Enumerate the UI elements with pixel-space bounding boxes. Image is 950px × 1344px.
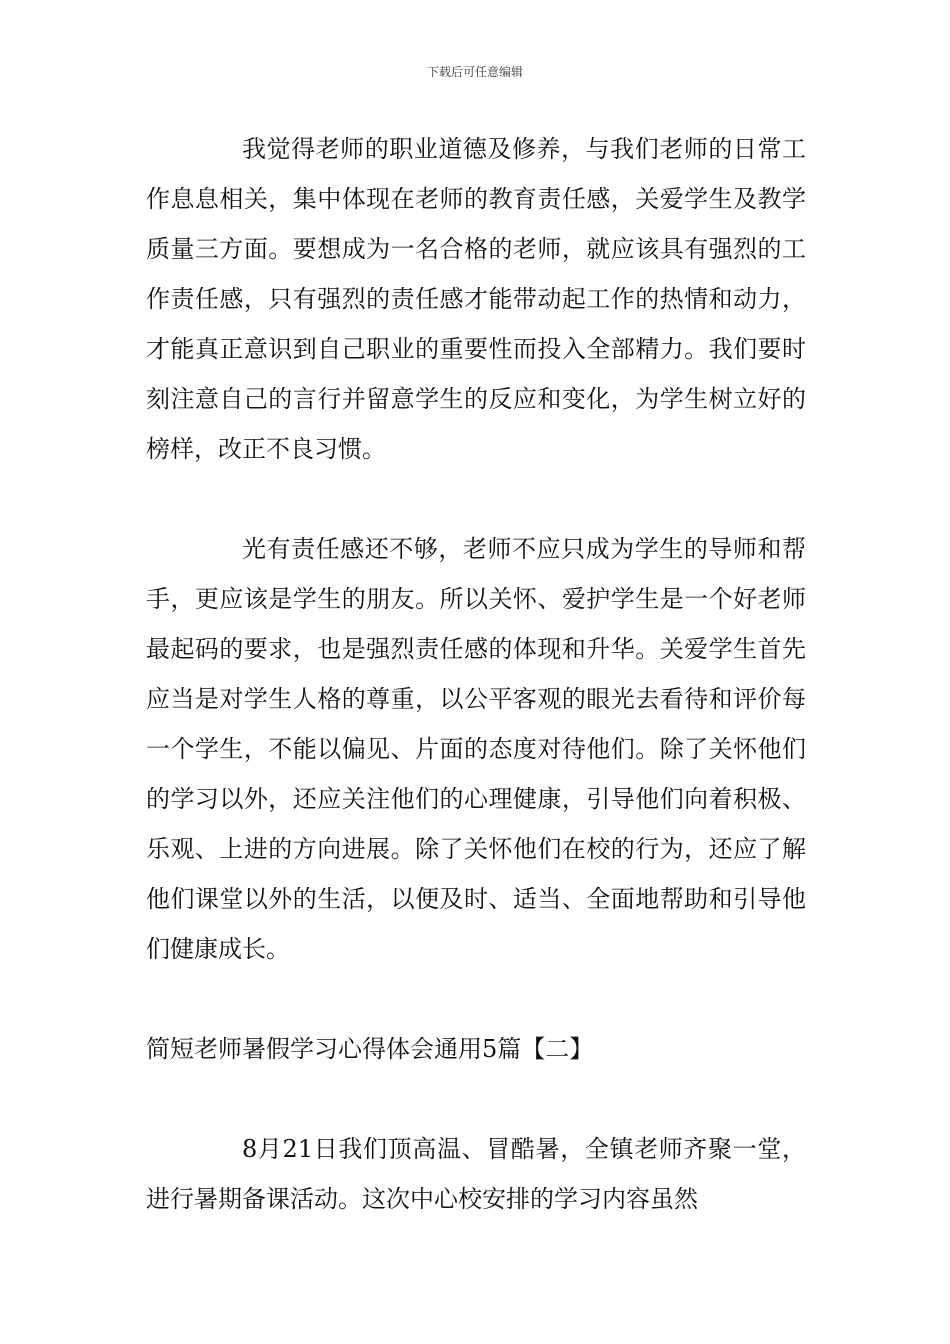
page-header-note: 下载后可任意编辑: [426, 65, 523, 79]
document-body: [146, 124, 806, 1224]
paragraph-3: 8月21日我们顶高温、冒酷暑，全镇老师齐聚一堂，进行暑期备课活动。这次中心校安排的学习内容虽然: [146, 1135, 806, 1213]
paragraph-2: 光有责任感还不够，老师不应只成为学生的导师和帮手，更应该是学生的朋友。所以关怀、爱护学生是一个好老师最起码的要求，也是强烈责任感的体现和升华。关爱学生首先应当是对学生人格的尊重，以公平客观的眼光去看待和评价每一个学生，不能以偏见、片面的态度对待他们。除了关怀他们的学习以外，还应关注他们的心理健康，引导他们向着积极、乐观、上进的方向进展。除了关怀他们在校的行为，还应了解他们课堂以外的生活，以便及时、适当、全面地帮助和引导他们健康成长。: [146, 535, 806, 963]
paragraph-1: 我觉得老师的职业道德及修养，与我们老师的日常工作息息相关，集中体现在老师的教育责任感，关爱学生及教学质量三方面。要想成为一名合格的老师，就应该具有强烈的工作责任感，只有强烈的责任感才能带动起工作的热情和动力，才能真正意识到自己职业的重要性而投入全部精力。我们要时刻注意自己的言行并留意学生的反应和变化，为学生树立好的榜样，改正不良习惯。: [146, 135, 806, 463]
section-heading: 简短老师暑假学习心得体会通用5篇【二】: [146, 1035, 594, 1063]
